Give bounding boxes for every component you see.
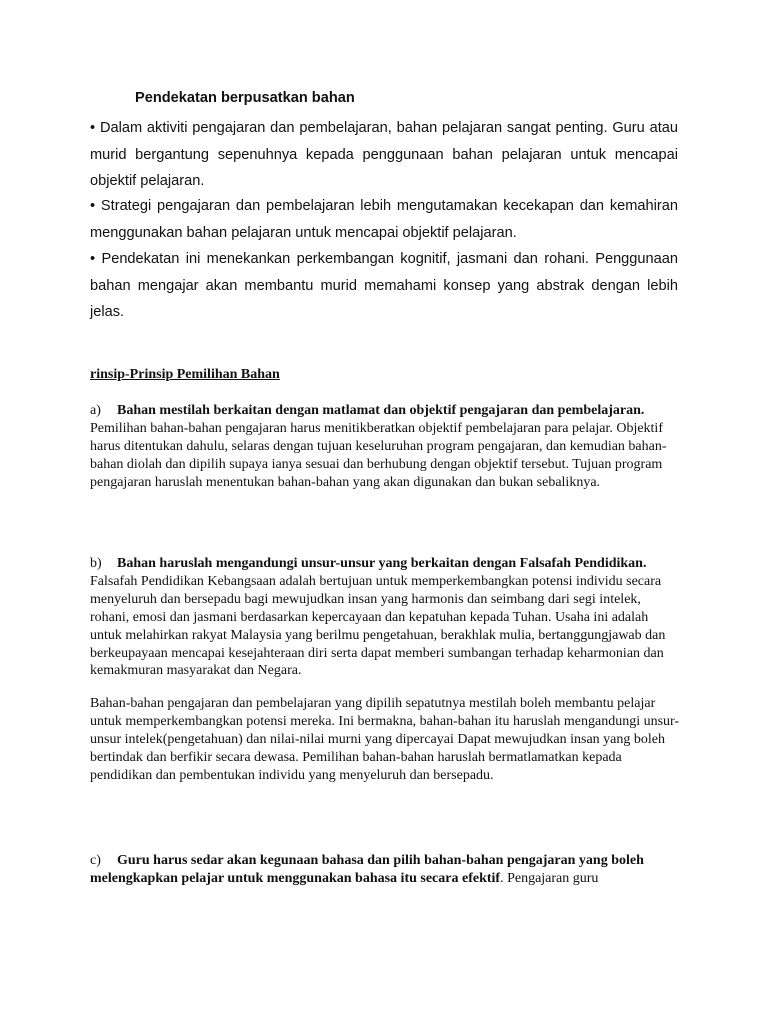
- item-body: Falsafah Pendidikan Kebangsaan adalah bertujuan untuk memperkembangkan potensi individu secara menyeluruh dan bersepadu bagi mewujudkan insan yang harmonis dan seimbang dari segi intelek, rohani, emosi dan jasmani berdasarkan kepercayaan dan kepatuhan kepada Tuhan. Usaha ini adalah untuk melahirkan rakyat Malaysia yang berilmu pengetahuan, berakhlak mulia, bertanggungjawab dan berkeupayaan mencapai kesejahteraan diri serta dapat memberi sumbangan terhadap keharmonian dan kemakmuran masyarakat dan Negara.: [90, 573, 666, 679]
- bullet-symbol: •: [90, 120, 96, 136]
- bullet-text: Strategi pengajaran dan pembelajaran lebih mengutamakan kecekapan dan kemahiran menggunakan bahan pelajaran untuk mencapai objektif pelajaran.: [90, 198, 678, 241]
- bullet-paragraph-3: [90, 246, 678, 326]
- bullet-symbol: •: [90, 251, 96, 267]
- item-label: c): [90, 853, 101, 868]
- section-heading: rinsip-Prinsip Pemilihan Bahan: [90, 367, 280, 382]
- item-b-followup-paragraph: Bahan-bahan pengajaran dan pembelajaran yang dipilih sepatutnya mestilah boleh membantu pelajar untuk memperkembangkan potensi mereka. Ini bermakna, bahan-bahan itu haruslah mengandungi unsur-unsur intelek(pengetahuan) dan nilai-nilai murni yang dipercayai Dapat mewujudkan insan yang boleh bertindak dan berfikir secara dewasa. Pemilihan bahan-bahan haruslah bermatlamatkan kepada pendidikan dan pembentukan individu yang menyeluruh dan bersepadu.: [90, 696, 680, 783]
- item-a-paragraph: [90, 402, 680, 492]
- item-c-paragraph: [90, 852, 680, 888]
- item-label: a): [90, 403, 101, 418]
- item-bold-heading: Guru harus sedar akan kegunaan bahasa dan pilih bahan-bahan pengajaran yang boleh melengkapkan pelajar untuk menggunakan bahasa itu secara efektif: [90, 853, 644, 886]
- bullet-text: Dalam aktiviti pengajaran dan pembelajaran, bahan pelajaran sangat penting. Guru atau murid bergantung sepenuhnya kepada penggunaan bahan pelajaran untuk mencapai objektif pelajaran.: [90, 120, 678, 189]
- item-b-paragraph: [90, 555, 680, 680]
- item-body: Pemilihan bahan-bahan pengajaran harus menitikberatkan objektif pembelajaran para pelajar. Objektif harus ditentukan dahulu, selaras dengan tujuan keseluruhan program pengajaran, dan kemudian bahan-bahan diolah dan dipilih supaya ianya sesuai dan berhubung dengan objektif tersebut. Tujuan program pengajaran haruslah menentukan bahan-bahan yang akan digunakan dan bukan sebaliknya.: [90, 420, 667, 490]
- item-bold-heading: Bahan mestilah berkaitan dengan matlamat dan objektif pengajaran dan pembelajaran.: [117, 403, 645, 418]
- item-bold-heading: Bahan haruslah mengandungi unsur-unsur yang berkaitan dengan Falsafah Pendidikan.: [117, 556, 647, 571]
- bullet-paragraph-2: [90, 193, 678, 246]
- item-body: . Pengajaran guru: [500, 870, 599, 886]
- page-title: Pendekatan berpusatkan bahan: [135, 90, 355, 106]
- bullet-symbol: •: [90, 198, 96, 214]
- bullet-paragraph-1: [90, 115, 678, 195]
- bullet-text: Pendekatan ini menekankan perkembangan kognitif, jasmani dan rohani. Penggunaan bahan mengajar akan membantu murid memahami konsep yang abstrak dengan lebih jelas.: [90, 251, 678, 320]
- item-label: b): [90, 556, 102, 571]
